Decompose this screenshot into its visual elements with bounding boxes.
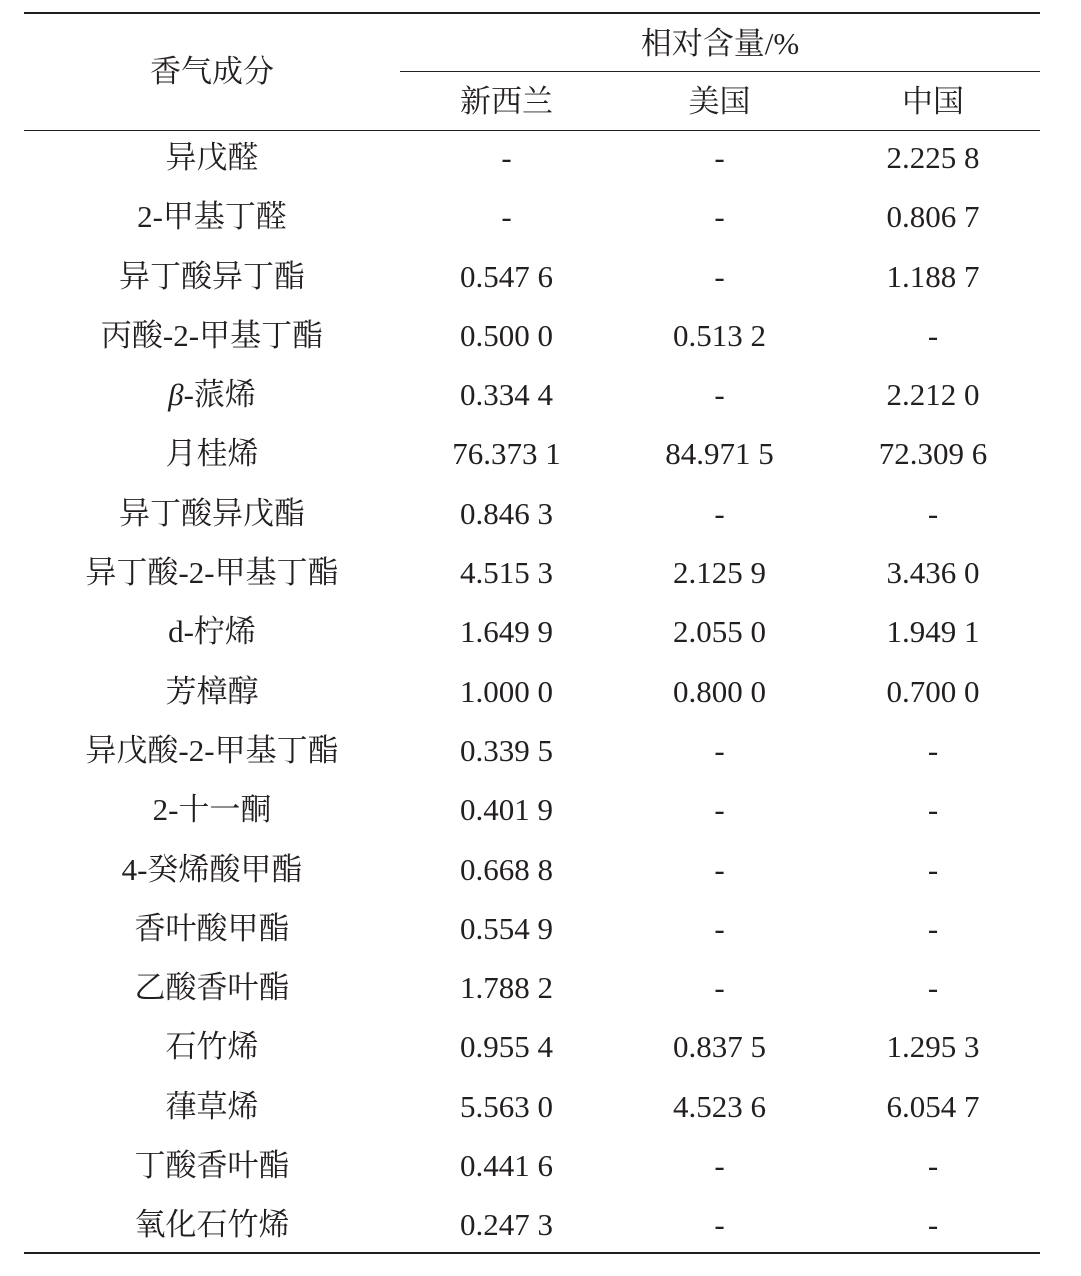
value-usa: 0.800 0 — [673, 673, 766, 709]
value-china: 1.188 7 — [886, 258, 980, 294]
component-name: 葎草烯 — [165, 1088, 259, 1124]
table-row — [24, 1203, 1040, 1262]
component-name: 异丁酸异丁酯 — [119, 258, 305, 294]
component-name-cell — [24, 314, 400, 358]
component-name: 乙酸香叶酯 — [134, 970, 290, 1006]
value-china: - — [927, 732, 939, 768]
value-usa: - — [714, 910, 725, 946]
value-usa: - — [714, 199, 725, 235]
table-row — [24, 432, 1040, 491]
value-usa: 84.971 5 — [665, 436, 774, 472]
value-usa: - — [714, 495, 725, 531]
value-china: - — [927, 317, 939, 353]
table-body — [24, 136, 1040, 1263]
table-row — [24, 907, 1040, 966]
value-new-zealand: 0.668 8 — [460, 851, 553, 887]
value-usa: 0.837 5 — [673, 1029, 766, 1065]
value-new-zealand: - — [501, 199, 512, 235]
component-name-cell — [24, 788, 400, 832]
value-usa: - — [714, 258, 725, 294]
table-row — [24, 729, 1040, 788]
value-new-zealand: 0.554 9 — [460, 910, 553, 946]
component-name-cell — [24, 255, 400, 299]
value-new-zealand: 1.788 2 — [460, 970, 553, 1006]
value-new-zealand: 0.339 5 — [460, 732, 553, 768]
component-name: 异戊酸-2-甲基丁酯 — [85, 732, 339, 768]
component-name-cell — [24, 729, 400, 773]
component-name: 丁酸香叶酯 — [134, 1148, 290, 1184]
component-name-cell — [24, 432, 400, 476]
greek-prefix: β — [168, 377, 184, 413]
component-name-cell — [24, 195, 400, 239]
table-row — [24, 373, 1040, 432]
value-china: 3.436 0 — [886, 555, 980, 591]
value-usa: - — [714, 377, 725, 413]
component-name: 异戊醛 — [165, 140, 259, 175]
value-china: 72.309 6 — [878, 436, 988, 472]
value-china: - — [927, 910, 939, 946]
value-china: - — [927, 970, 939, 1006]
value-new-zealand: 0.247 3 — [460, 1207, 553, 1243]
header-country-new-zealand: 新西兰 — [460, 84, 553, 119]
component-name-cell — [24, 373, 400, 417]
value-china: - — [927, 1207, 939, 1243]
component-name: 芳樟醇 — [165, 673, 259, 709]
value-new-zealand: 0.955 4 — [460, 1029, 553, 1065]
value-new-zealand: 0.441 6 — [460, 1148, 553, 1184]
component-name-cell — [24, 1144, 400, 1188]
value-usa: 4.523 6 — [673, 1088, 766, 1124]
component-name: 氧化石竹烯 — [134, 1207, 290, 1243]
table-top-rule — [24, 12, 1040, 14]
value-usa: 2.055 0 — [673, 614, 766, 650]
table-row — [24, 848, 1040, 907]
value-china: - — [927, 792, 939, 828]
component-name: 2-甲基丁醛 — [137, 199, 287, 235]
value-china: 6.054 7 — [886, 1088, 980, 1124]
component-name-cell — [24, 610, 400, 654]
value-new-zealand: 0.334 4 — [460, 377, 553, 413]
component-name: 异丁酸异戊酯 — [119, 495, 305, 531]
value-china: - — [927, 1148, 939, 1184]
component-name-cell — [24, 1203, 400, 1247]
component-name: d-柠烯 — [168, 614, 256, 650]
component-name-cell — [24, 907, 400, 951]
value-china: - — [927, 495, 939, 531]
table-row — [24, 551, 1040, 610]
table-row — [24, 255, 1040, 314]
value-usa: 2.125 9 — [673, 555, 766, 591]
table-row — [24, 788, 1040, 847]
value-china: 2.225 8 — [886, 140, 980, 175]
table-row — [24, 1144, 1040, 1203]
table-row — [24, 492, 1040, 551]
value-usa: - — [714, 1207, 725, 1243]
table-row — [24, 314, 1040, 373]
component-name: 2-十一酮 — [152, 792, 272, 828]
header-country-china: 中国 — [902, 84, 964, 119]
table-row — [24, 610, 1040, 669]
table-row — [24, 136, 1040, 195]
value-usa: - — [714, 140, 725, 175]
value-china: 0.806 7 — [886, 199, 980, 235]
value-china: 0.700 0 — [886, 673, 980, 709]
value-new-zealand: 4.515 3 — [460, 555, 553, 591]
component-name: 丙酸-2-甲基丁酯 — [100, 317, 324, 353]
value-china: 1.949 1 — [886, 614, 980, 650]
component-name-cell — [24, 966, 400, 1010]
header-bottom-rule — [24, 130, 1040, 131]
value-new-zealand: 5.563 0 — [460, 1088, 553, 1124]
component-name-cell — [24, 670, 400, 714]
value-new-zealand: - — [501, 140, 512, 175]
value-usa: - — [714, 851, 725, 887]
value-usa: 0.513 2 — [673, 317, 766, 353]
component-name-cell — [24, 136, 400, 180]
component-name: -蒎烯 — [183, 377, 256, 413]
component-name-cell — [24, 1085, 400, 1129]
table-row — [24, 670, 1040, 729]
component-name-cell — [24, 551, 400, 595]
component-name: 石竹烯 — [165, 1029, 259, 1065]
header-country-usa: 美国 — [688, 84, 751, 119]
table-row — [24, 1025, 1040, 1084]
component-name: 异丁酸-2-甲基丁酯 — [85, 555, 339, 591]
value-new-zealand: 0.547 6 — [460, 258, 553, 294]
component-name-cell — [24, 1025, 400, 1069]
value-usa: - — [714, 732, 725, 768]
value-china: 2.212 0 — [886, 377, 980, 413]
value-usa: - — [714, 1148, 725, 1184]
value-usa: - — [714, 970, 725, 1006]
table-row — [24, 195, 1040, 254]
value-new-zealand: 0.500 0 — [460, 317, 553, 353]
component-name-cell — [24, 492, 400, 536]
component-name-cell — [24, 848, 400, 892]
component-name: 4-癸烯酸甲酯 — [121, 851, 303, 887]
header-relative-content: 相对含量/% — [640, 26, 800, 61]
value-new-zealand: 1.000 0 — [460, 673, 553, 709]
header-span-rule — [400, 71, 1040, 72]
component-name: 香叶酸甲酯 — [134, 910, 290, 946]
value-new-zealand: 0.401 9 — [460, 792, 553, 828]
table-row — [24, 1085, 1040, 1144]
value-new-zealand: 1.649 9 — [460, 614, 553, 650]
value-china: 1.295 3 — [886, 1029, 980, 1065]
value-new-zealand: 0.846 3 — [460, 495, 553, 531]
value-china: - — [927, 851, 939, 887]
value-new-zealand: 76.373 1 — [452, 436, 561, 472]
header-aroma-component: 香气成分 — [150, 54, 274, 89]
component-name: 月桂烯 — [165, 436, 259, 472]
table-row — [24, 966, 1040, 1025]
value-usa: - — [714, 792, 725, 828]
